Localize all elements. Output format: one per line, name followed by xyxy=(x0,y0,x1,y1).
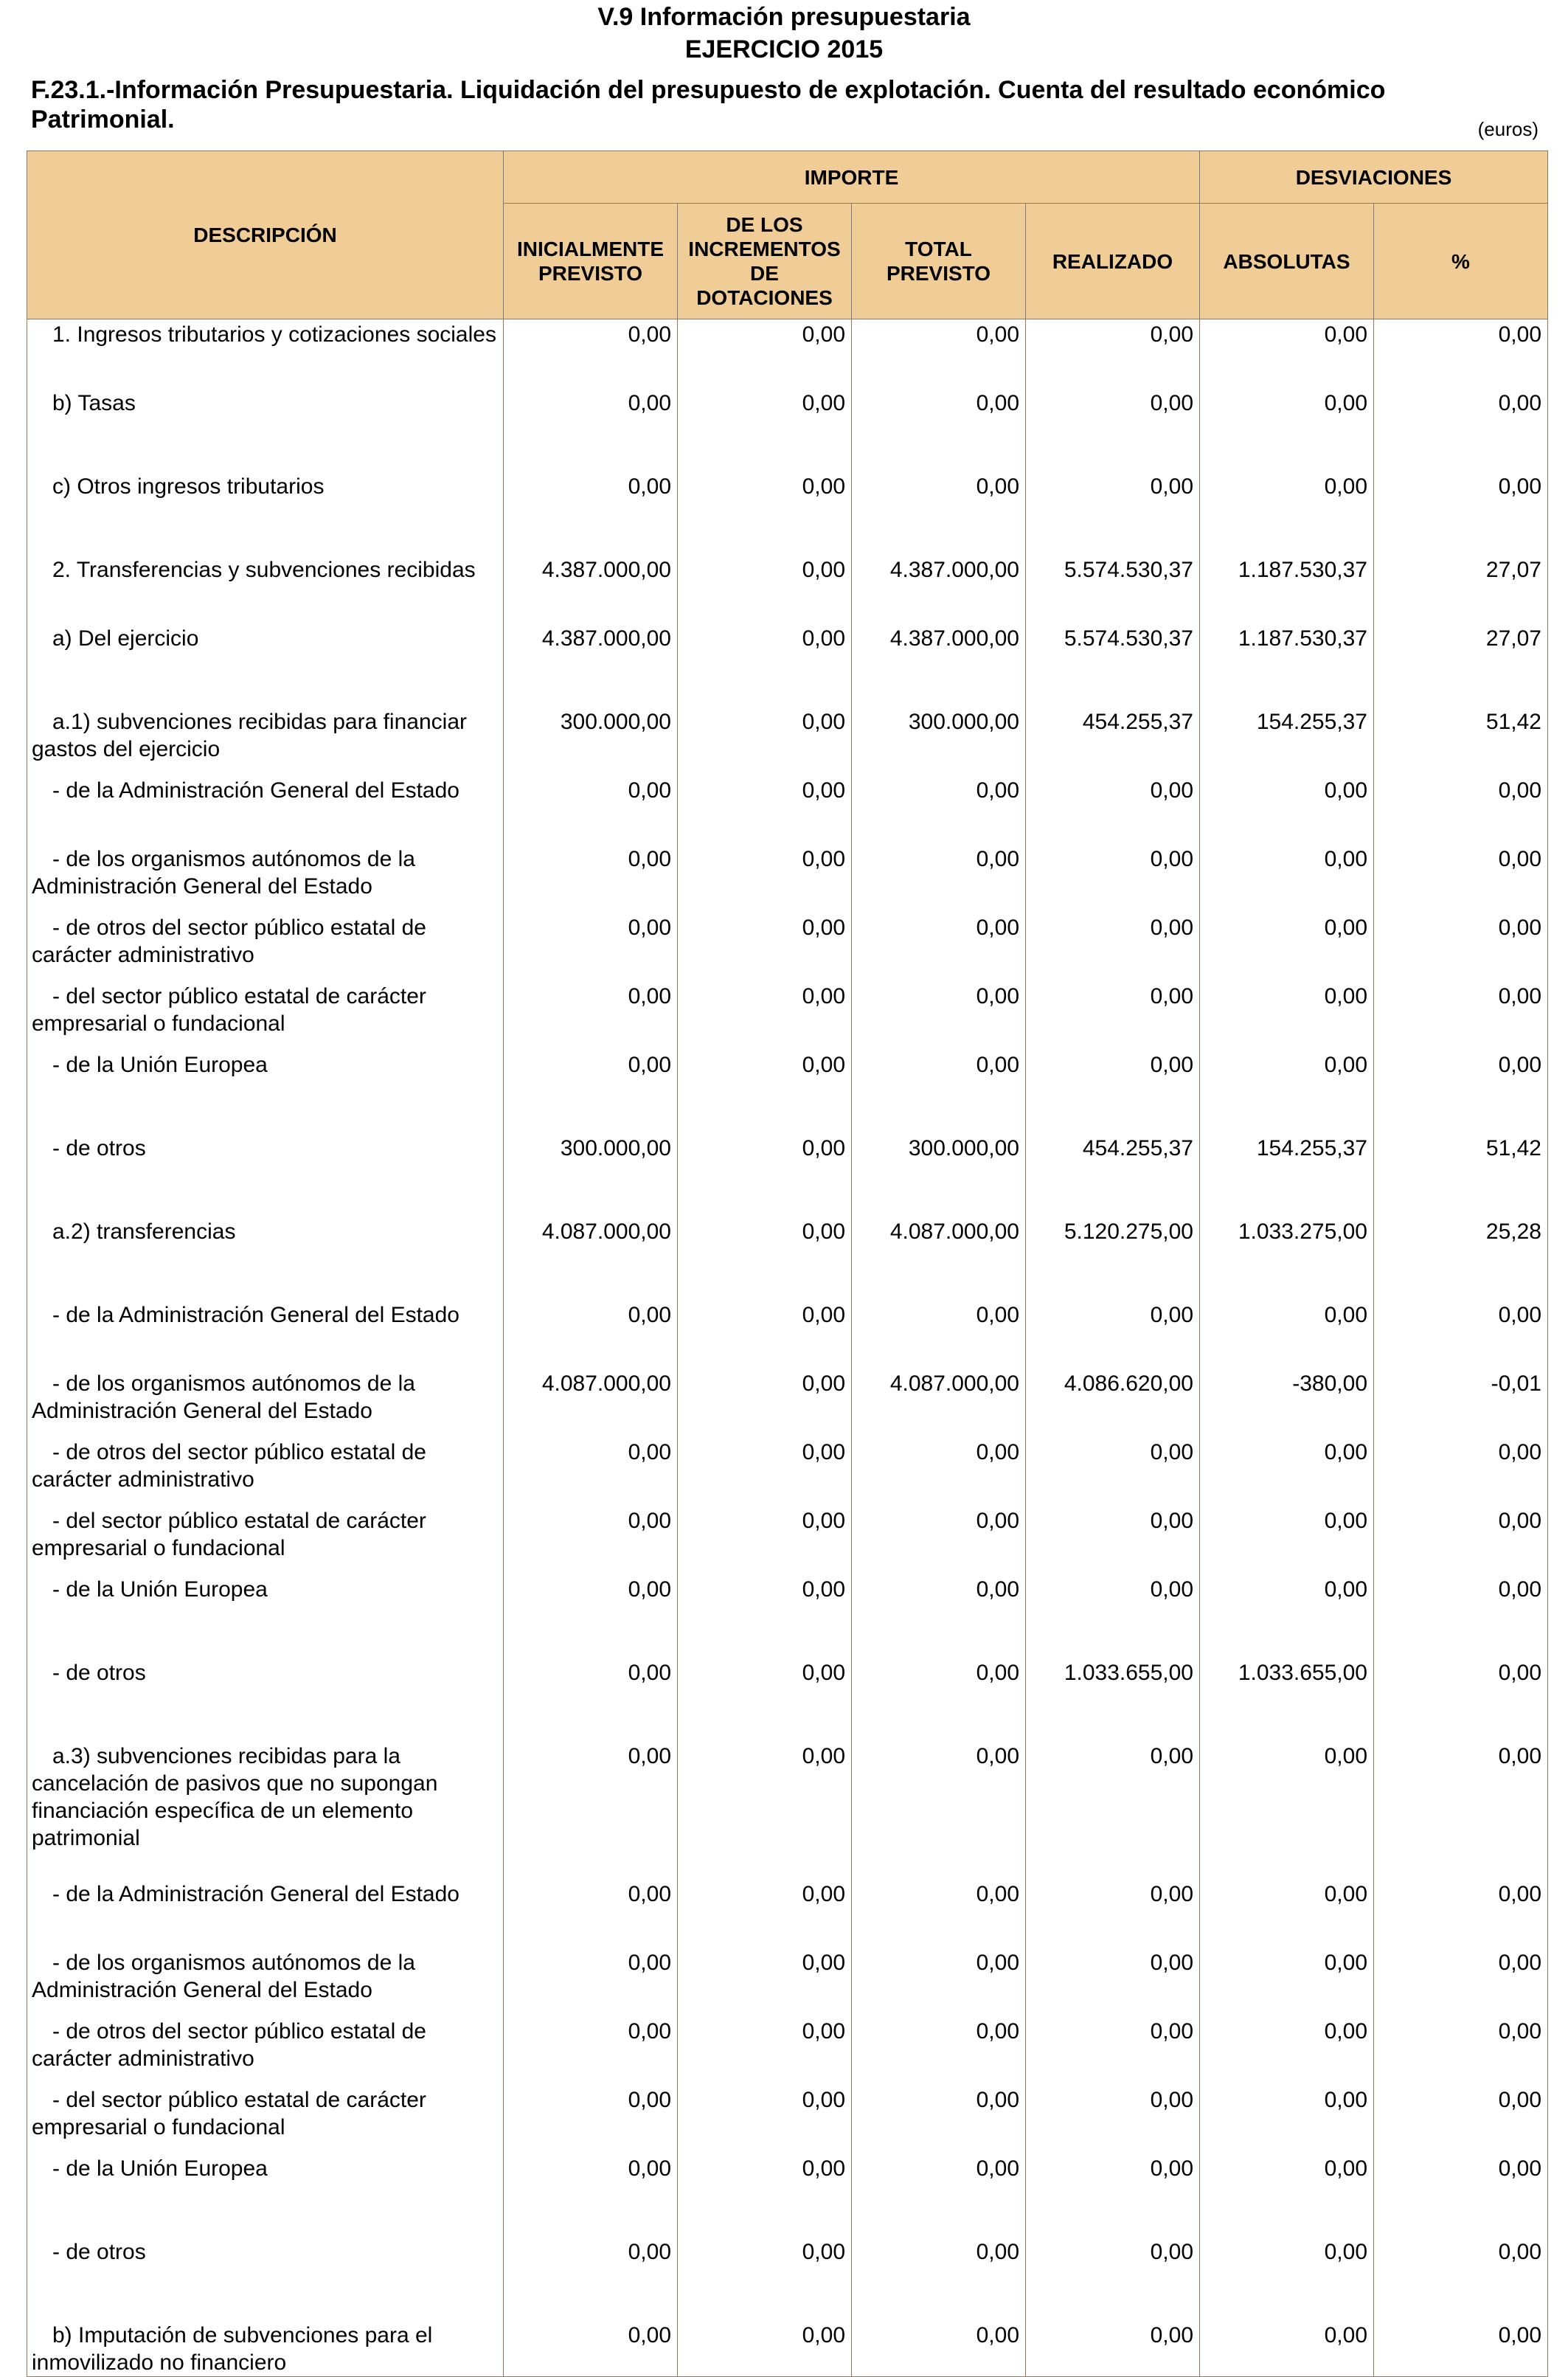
table-row xyxy=(27,2237,1548,2320)
row-description: - de la Administración General del Estado xyxy=(52,1882,459,1906)
cell-inicialmente-previsto: 0,00 xyxy=(504,1658,678,1741)
cell-inicialmente-previsto: 0,00 xyxy=(504,1574,678,1658)
cell-realizado: 5.120.275,00 xyxy=(1026,1217,1200,1300)
cell-incrementos: 0,00 xyxy=(678,388,852,471)
col-header-absolutas: ABSOLUTAS xyxy=(1200,204,1374,319)
col-header-realizado: REALIZADO xyxy=(1026,204,1200,319)
cell-total-previsto: 4.087.000,00 xyxy=(852,1369,1026,1437)
row-description: - de la Unión Europea xyxy=(52,1577,268,1602)
cell-absolutas: 0,00 xyxy=(1200,1741,1374,1879)
cell-percent: 0,00 xyxy=(1374,1574,1548,1658)
cell-total-previsto: 4.387.000,00 xyxy=(852,555,1026,623)
table-row xyxy=(27,1369,1548,1437)
row-description: - de otros del sector público estatal de carácter administrativo xyxy=(32,916,426,967)
cell-percent: 0,00 xyxy=(1374,1300,1548,1369)
cell-absolutas: 0,00 xyxy=(1200,1300,1374,1369)
cell-inicialmente-previsto: 0,00 xyxy=(504,471,678,555)
cell-inicialmente-previsto: 4.387.000,00 xyxy=(504,623,678,707)
cell-realizado: 0,00 xyxy=(1026,319,1200,389)
table-row xyxy=(27,775,1548,844)
cell-total-previsto: 0,00 xyxy=(852,2320,1026,2377)
cell-percent: 0,00 xyxy=(1374,1437,1548,1506)
section-title: V.9 Información presupuestaria xyxy=(597,3,971,31)
group-header-importe: IMPORTE xyxy=(504,151,1200,204)
cell-absolutas: 0,00 xyxy=(1200,1879,1374,1948)
cell-total-previsto: 4.387.000,00 xyxy=(852,623,1026,707)
cell-inicialmente-previsto: 300.000,00 xyxy=(504,1133,678,1217)
cell-total-previsto: 0,00 xyxy=(852,1879,1026,1948)
cell-percent: 0,00 xyxy=(1374,1658,1548,1741)
col-header-inicialmente-previsto: INICIALMENTE PREVISTO xyxy=(504,204,678,319)
cell-total-previsto: 0,00 xyxy=(852,844,1026,913)
cell-incrementos: 0,00 xyxy=(678,1437,852,1506)
cell-realizado: 0,00 xyxy=(1026,1879,1200,1948)
cell-descripcion xyxy=(27,1506,504,1574)
cell-percent: 0,00 xyxy=(1374,2237,1548,2320)
cell-incrementos: 0,00 xyxy=(678,623,852,707)
cell-absolutas: 0,00 xyxy=(1200,1050,1374,1133)
cell-absolutas: 1.033.655,00 xyxy=(1200,1658,1374,1741)
table-row xyxy=(27,913,1548,981)
cell-incrementos: 0,00 xyxy=(678,1133,852,1217)
table-row xyxy=(27,1574,1548,1658)
row-description: a) Del ejercicio xyxy=(52,626,199,651)
row-description: a.1) subvenciones recibidas para financiar gastos del ejercicio xyxy=(32,710,467,761)
row-description: - de otros del sector público estatal de carácter administrativo xyxy=(32,1440,426,1492)
cell-descripcion xyxy=(27,707,504,775)
cell-incrementos: 0,00 xyxy=(678,1574,852,1658)
cell-realizado: 0,00 xyxy=(1026,1741,1200,1879)
cell-total-previsto: 0,00 xyxy=(852,1300,1026,1369)
cell-descripcion xyxy=(27,1300,504,1369)
cell-realizado: 0,00 xyxy=(1026,981,1200,1050)
col-header-percent: % xyxy=(1374,204,1548,319)
cell-incrementos: 0,00 xyxy=(678,2016,852,2085)
cell-total-previsto: 0,00 xyxy=(852,1506,1026,1574)
cell-descripcion xyxy=(27,623,504,707)
table-row xyxy=(27,471,1548,555)
table-row xyxy=(27,1658,1548,1741)
units-label: (euros) xyxy=(1477,118,1538,140)
cell-realizado: 4.086.620,00 xyxy=(1026,1369,1200,1437)
cell-realizado: 0,00 xyxy=(1026,1506,1200,1574)
cell-percent: 0,00 xyxy=(1374,1948,1548,2016)
cell-inicialmente-previsto: 0,00 xyxy=(504,1506,678,1574)
cell-incrementos: 0,00 xyxy=(678,2320,852,2377)
row-description: 2. Transferencias y subvenciones recibidas xyxy=(52,558,476,582)
row-description: a.3) subvenciones recibidas para la cancelación de pasivos que no supongan financiación específica de un elemento patrimonial xyxy=(32,1744,438,1850)
cell-incrementos: 0,00 xyxy=(678,1300,852,1369)
row-description: b) Imputación de subvenciones para el inmovilizado no financiero xyxy=(32,2323,433,2375)
cell-inicialmente-previsto: 0,00 xyxy=(504,319,678,389)
table-row xyxy=(27,319,1548,389)
cell-descripcion xyxy=(27,555,504,623)
cell-incrementos: 0,00 xyxy=(678,1658,852,1741)
cell-inicialmente-previsto: 0,00 xyxy=(504,981,678,1050)
col-header-incrementos: DE LOS INCREMENTOS DE DOTACIONES xyxy=(678,204,852,319)
cell-inicialmente-previsto: 0,00 xyxy=(504,1879,678,1948)
table-row xyxy=(27,844,1548,913)
table-row xyxy=(27,1437,1548,1506)
cell-inicialmente-previsto: 0,00 xyxy=(504,2016,678,2085)
table-row xyxy=(27,2320,1548,2377)
cell-inicialmente-previsto: 4.087.000,00 xyxy=(504,1217,678,1300)
cell-incrementos: 0,00 xyxy=(678,1369,852,1437)
table-row xyxy=(27,1741,1548,1879)
row-description: - de otros xyxy=(52,1661,146,1685)
cell-percent: 0,00 xyxy=(1374,1506,1548,1574)
cell-percent: 0,00 xyxy=(1374,775,1548,844)
cell-absolutas: 0,00 xyxy=(1200,2016,1374,2085)
cell-absolutas: -380,00 xyxy=(1200,1369,1374,1437)
cell-inicialmente-previsto: 0,00 xyxy=(504,2085,678,2153)
table-row xyxy=(27,1300,1548,1369)
cell-inicialmente-previsto: 4.387.000,00 xyxy=(504,555,678,623)
cell-inicialmente-previsto: 0,00 xyxy=(504,844,678,913)
cell-absolutas: 0,00 xyxy=(1200,388,1374,471)
cell-descripcion xyxy=(27,2320,504,2377)
cell-descripcion xyxy=(27,1948,504,2016)
cell-absolutas: 0,00 xyxy=(1200,1948,1374,2016)
cell-incrementos: 0,00 xyxy=(678,707,852,775)
cell-descripcion xyxy=(27,1574,504,1658)
row-description: - del sector público estatal de carácter empresarial o fundacional xyxy=(32,2088,426,2139)
table-row xyxy=(27,707,1548,775)
cell-percent: 0,00 xyxy=(1374,2320,1548,2377)
table-header xyxy=(27,151,1548,319)
cell-descripcion xyxy=(27,2237,504,2320)
cell-absolutas: 0,00 xyxy=(1200,471,1374,555)
cell-realizado: 0,00 xyxy=(1026,2237,1200,2320)
group-header-desviaciones: DESVIACIONES xyxy=(1200,151,1548,204)
budget-table xyxy=(27,150,1548,2377)
cell-total-previsto: 0,00 xyxy=(852,319,1026,389)
cell-descripcion xyxy=(27,913,504,981)
cell-realizado: 5.574.530,37 xyxy=(1026,623,1200,707)
row-description: c) Otros ingresos tributarios xyxy=(52,474,325,499)
cell-descripcion xyxy=(27,1133,504,1217)
cell-inicialmente-previsto: 0,00 xyxy=(504,775,678,844)
cell-descripcion xyxy=(27,2153,504,2237)
cell-percent: 27,07 xyxy=(1374,555,1548,623)
row-description: - de la Unión Europea xyxy=(52,2156,268,2181)
cell-inicialmente-previsto: 0,00 xyxy=(504,1437,678,1506)
table-row xyxy=(27,1050,1548,1133)
cell-total-previsto: 0,00 xyxy=(852,2153,1026,2237)
cell-absolutas: 0,00 xyxy=(1200,2320,1374,2377)
cell-realizado: 0,00 xyxy=(1026,913,1200,981)
cell-incrementos: 0,00 xyxy=(678,981,852,1050)
cell-realizado: 0,00 xyxy=(1026,471,1200,555)
cell-incrementos: 0,00 xyxy=(678,471,852,555)
col-header-descripcion: DESCRIPCIÓN xyxy=(27,151,504,319)
cell-realizado: 0,00 xyxy=(1026,1948,1200,2016)
table-row xyxy=(27,388,1548,471)
cell-percent: 0,00 xyxy=(1374,1050,1548,1133)
row-description: b) Tasas xyxy=(52,391,136,415)
row-description: - de la Administración General del Estado xyxy=(52,778,459,803)
table-row xyxy=(27,1506,1548,1574)
cell-descripcion xyxy=(27,844,504,913)
cell-percent: 0,00 xyxy=(1374,319,1548,389)
table-row xyxy=(27,555,1548,623)
cell-descripcion xyxy=(27,2016,504,2085)
cell-total-previsto: 0,00 xyxy=(852,1741,1026,1879)
cell-inicialmente-previsto: 0,00 xyxy=(504,2237,678,2320)
cell-incrementos: 0,00 xyxy=(678,913,852,981)
cell-inicialmente-previsto: 300.000,00 xyxy=(504,707,678,775)
cell-inicialmente-previsto: 0,00 xyxy=(504,388,678,471)
cell-percent: 0,00 xyxy=(1374,2016,1548,2085)
cell-total-previsto: 300.000,00 xyxy=(852,1133,1026,1217)
cell-realizado: 0,00 xyxy=(1026,1437,1200,1506)
cell-percent: 0,00 xyxy=(1374,844,1548,913)
cell-descripcion xyxy=(27,2085,504,2153)
cell-total-previsto: 0,00 xyxy=(852,2237,1026,2320)
cell-inicialmente-previsto: 0,00 xyxy=(504,1948,678,2016)
cell-incrementos: 0,00 xyxy=(678,1050,852,1133)
cell-descripcion xyxy=(27,1741,504,1879)
cell-realizado: 1.033.655,00 xyxy=(1026,1658,1200,1741)
row-description: - de los organismos autónomos de la Administración General del Estado xyxy=(32,1951,415,2002)
cell-realizado: 0,00 xyxy=(1026,388,1200,471)
cell-percent: -0,01 xyxy=(1374,1369,1548,1437)
cell-total-previsto: 0,00 xyxy=(852,2016,1026,2085)
cell-total-previsto: 300.000,00 xyxy=(852,707,1026,775)
row-description: - de la Administración General del Estado xyxy=(52,1303,459,1327)
cell-percent: 27,07 xyxy=(1374,623,1548,707)
cell-realizado: 0,00 xyxy=(1026,2153,1200,2237)
cell-absolutas: 0,00 xyxy=(1200,2153,1374,2237)
cell-realizado: 0,00 xyxy=(1026,844,1200,913)
row-description: - de otros xyxy=(52,2240,146,2264)
cell-percent: 0,00 xyxy=(1374,1741,1548,1879)
table-row xyxy=(27,981,1548,1050)
cell-absolutas: 154.255,37 xyxy=(1200,1133,1374,1217)
cell-total-previsto: 4.087.000,00 xyxy=(852,1217,1026,1300)
cell-absolutas: 154.255,37 xyxy=(1200,707,1374,775)
row-description: - del sector público estatal de carácter empresarial o fundacional xyxy=(32,1509,426,1560)
cell-absolutas: 1.187.530,37 xyxy=(1200,623,1374,707)
cell-percent: 0,00 xyxy=(1374,388,1548,471)
cell-percent: 25,28 xyxy=(1374,1217,1548,1300)
cell-total-previsto: 0,00 xyxy=(852,913,1026,981)
cell-total-previsto: 0,00 xyxy=(852,1948,1026,2016)
cell-realizado: 0,00 xyxy=(1026,1574,1200,1658)
cell-incrementos: 0,00 xyxy=(678,2237,852,2320)
cell-total-previsto: 0,00 xyxy=(852,1658,1026,1741)
row-description: - de otros xyxy=(52,1136,146,1160)
cell-total-previsto: 0,00 xyxy=(852,1437,1026,1506)
cell-descripcion xyxy=(27,1879,504,1948)
cell-incrementos: 0,00 xyxy=(678,1506,852,1574)
cell-total-previsto: 0,00 xyxy=(852,1050,1026,1133)
cell-incrementos: 0,00 xyxy=(678,1948,852,2016)
cell-absolutas: 1.187.530,37 xyxy=(1200,555,1374,623)
cell-absolutas: 0,00 xyxy=(1200,913,1374,981)
row-description: - de los organismos autónomos de la Administración General del Estado xyxy=(32,1371,415,1423)
cell-realizado: 5.574.530,37 xyxy=(1026,555,1200,623)
row-description: a.2) transferencias xyxy=(52,1219,236,1244)
col-header-total-previsto: TOTAL PREVISTO xyxy=(852,204,1026,319)
cell-descripcion xyxy=(27,319,504,389)
cell-realizado: 0,00 xyxy=(1026,775,1200,844)
table-row xyxy=(27,2085,1548,2153)
cell-incrementos: 0,00 xyxy=(678,319,852,389)
cell-absolutas: 0,00 xyxy=(1200,2085,1374,2153)
cell-descripcion xyxy=(27,1437,504,1506)
row-description: 1. Ingresos tributarios y cotizaciones sociales xyxy=(52,322,496,347)
cell-incrementos: 0,00 xyxy=(678,2085,852,2153)
cell-inicialmente-previsto: 0,00 xyxy=(504,1741,678,1879)
table-row xyxy=(27,2153,1548,2237)
cell-incrementos: 0,00 xyxy=(678,775,852,844)
table-row xyxy=(27,2016,1548,2085)
cell-descripcion xyxy=(27,981,504,1050)
cell-realizado: 0,00 xyxy=(1026,1300,1200,1369)
cell-inicialmente-previsto: 0,00 xyxy=(504,2320,678,2377)
cell-absolutas: 0,00 xyxy=(1200,981,1374,1050)
cell-percent: 51,42 xyxy=(1374,1133,1548,1217)
cell-realizado: 0,00 xyxy=(1026,1050,1200,1133)
cell-percent: 0,00 xyxy=(1374,2153,1548,2237)
report-subtitle: F.23.1.-Información Presupuestaria. Liquidación del presupuesto de explotación. Cuenta del resultado económico Patrimonial. xyxy=(31,76,1386,134)
cell-percent: 0,00 xyxy=(1374,981,1548,1050)
cell-descripcion xyxy=(27,1217,504,1300)
table-row xyxy=(27,1879,1548,1948)
cell-inicialmente-previsto: 0,00 xyxy=(504,2153,678,2237)
cell-total-previsto: 0,00 xyxy=(852,471,1026,555)
cell-incrementos: 0,00 xyxy=(678,844,852,913)
row-description: - de la Unión Europea xyxy=(52,1053,268,1077)
cell-total-previsto: 0,00 xyxy=(852,775,1026,844)
cell-incrementos: 0,00 xyxy=(678,1879,852,1948)
row-description: - de otros del sector público estatal de carácter administrativo xyxy=(32,2019,426,2071)
cell-absolutas: 0,00 xyxy=(1200,1506,1374,1574)
fiscal-year-title: EJERCICIO 2015 xyxy=(684,35,884,63)
cell-total-previsto: 0,00 xyxy=(852,388,1026,471)
cell-descripcion xyxy=(27,1658,504,1741)
cell-incrementos: 0,00 xyxy=(678,1217,852,1300)
cell-realizado: 0,00 xyxy=(1026,2320,1200,2377)
cell-inicialmente-previsto: 0,00 xyxy=(504,1050,678,1133)
cell-absolutas: 0,00 xyxy=(1200,844,1374,913)
cell-absolutas: 0,00 xyxy=(1200,1574,1374,1658)
cell-descripcion xyxy=(27,471,504,555)
cell-percent: 0,00 xyxy=(1374,471,1548,555)
cell-total-previsto: 0,00 xyxy=(852,981,1026,1050)
cell-percent: 0,00 xyxy=(1374,913,1548,981)
cell-percent: 51,42 xyxy=(1374,707,1548,775)
cell-inicialmente-previsto: 4.087.000,00 xyxy=(504,1369,678,1437)
table-body xyxy=(27,319,1548,2377)
cell-descripcion xyxy=(27,775,504,844)
table-row xyxy=(27,1948,1548,2016)
cell-realizado: 454.255,37 xyxy=(1026,1133,1200,1217)
cell-realizado: 454.255,37 xyxy=(1026,707,1200,775)
cell-incrementos: 0,00 xyxy=(678,555,852,623)
cell-descripcion xyxy=(27,1369,504,1437)
cell-total-previsto: 0,00 xyxy=(852,2085,1026,2153)
cell-realizado: 0,00 xyxy=(1026,2085,1200,2153)
cell-incrementos: 0,00 xyxy=(678,1741,852,1879)
cell-inicialmente-previsto: 0,00 xyxy=(504,1300,678,1369)
cell-realizado: 0,00 xyxy=(1026,2016,1200,2085)
cell-inicialmente-previsto: 0,00 xyxy=(504,913,678,981)
cell-absolutas: 0,00 xyxy=(1200,319,1374,389)
row-description: - del sector público estatal de carácter empresarial o fundacional xyxy=(32,984,426,1036)
cell-descripcion xyxy=(27,1050,504,1133)
cell-absolutas: 0,00 xyxy=(1200,775,1374,844)
cell-total-previsto: 0,00 xyxy=(852,1574,1026,1658)
table-row xyxy=(27,1133,1548,1217)
cell-absolutas: 1.033.275,00 xyxy=(1200,1217,1374,1300)
cell-incrementos: 0,00 xyxy=(678,2153,852,2237)
cell-absolutas: 0,00 xyxy=(1200,2237,1374,2320)
cell-percent: 0,00 xyxy=(1374,1879,1548,1948)
cell-percent: 0,00 xyxy=(1374,2085,1548,2153)
cell-absolutas: 0,00 xyxy=(1200,1437,1374,1506)
row-description: - de los organismos autónomos de la Administración General del Estado xyxy=(32,847,415,899)
table-row xyxy=(27,1217,1548,1300)
cell-descripcion xyxy=(27,388,504,471)
table-row xyxy=(27,623,1548,707)
